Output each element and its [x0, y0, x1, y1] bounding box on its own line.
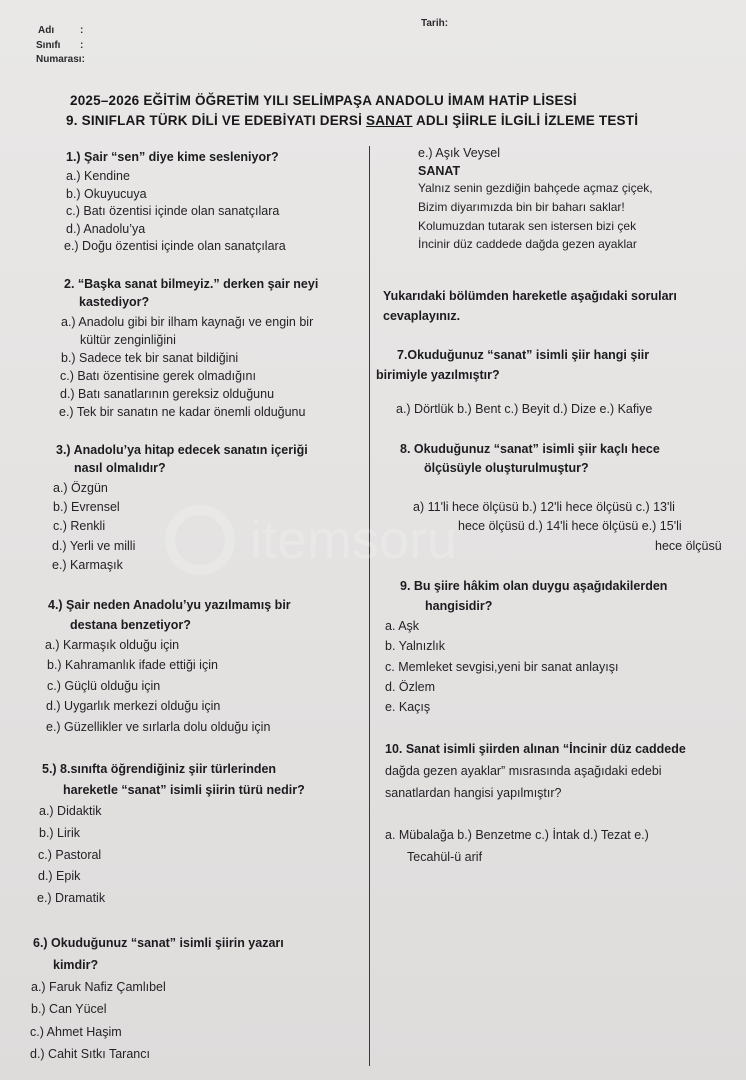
number-label: Numarası:	[36, 54, 85, 65]
q1-option-a: a.) Kendine	[66, 169, 130, 183]
q4-question-line2: destana benzetiyor?	[70, 618, 191, 632]
title-suffix: ADLI ŞİİRLE İLGİLİ İZLEME TESTİ	[412, 113, 639, 128]
q8-options-line1: a) 11'li hece ölçüsü b.) 12'li hece ölçüsü c.) 13'li	[413, 500, 675, 514]
q4-option-d: d.) Uygarlık merkezi olduğu için	[46, 699, 221, 713]
q6-option-d: d.) Cahit Sıtkı Tarancı	[30, 1047, 150, 1061]
poem-line-1: Yalnız senin gezdiğin bahçede açmaz çiçek,	[418, 181, 653, 195]
q6-option-c: c.) Ahmet Haşim	[30, 1025, 122, 1039]
q3-question-line2: nasıl olmalıdır?	[74, 461, 166, 475]
q2-question-line1: 2. “Başka sanat bilmeyiz.” derken şair neyi	[64, 277, 319, 291]
q10-options-line2: Tecahül-ü arif	[407, 850, 483, 864]
q6-option-e: e.) Aşık Veysel	[418, 146, 500, 160]
q5-question-line2: hareketle “sanat” isimli şiirin türü nedir?	[63, 783, 305, 797]
q6-question-line2: kimdir?	[53, 958, 99, 972]
title-underlined: SANAT	[366, 113, 413, 128]
q5-option-d: d.) Epik	[38, 869, 81, 883]
name-colon: :	[80, 25, 84, 36]
q5-option-c: c.) Pastoral	[38, 848, 102, 862]
q6-option-a: a.) Faruk Nafiz Çamlıbel	[31, 980, 166, 994]
q9-option-c: c. Memleket sevgisi,yeni bir sanat anlayışı	[385, 660, 619, 674]
q9-question-line1: 9. Bu şiire hâkim olan duygu aşağıdakilerden	[400, 579, 668, 593]
q5-question-line1: 5.) 8.sınıfta öğrendiğiniz şiir türlerinden	[42, 762, 277, 776]
q5-option-b: b.) Lirik	[39, 826, 80, 840]
q7-options: a.) Dörtlük b.) Bent c.) Beyit d.) Dize e.) Kafiye	[396, 402, 653, 416]
q6-option-b: b.) Can Yücel	[31, 1002, 107, 1016]
q8-options-line2: hece ölçüsü d.) 14'li hece ölçüsü e.) 15'li	[458, 519, 682, 533]
q1-question: 1.) Şair “sen” diye kime sesleniyor?	[66, 150, 279, 164]
q10-options-line1: a. Mübalağa b.) Benzetme c.) İntak d.) Tezat e.)	[385, 828, 649, 842]
q6-question-line1: 6.) Okuduğunuz “sanat” isimli şiirin yazarı	[33, 936, 284, 950]
q7-question-line2: birimiyle yazılmıştır?	[376, 368, 500, 382]
q10-question-line2: dağda gezen ayaklar” mısrasında aşağıdaki edebi	[385, 764, 662, 778]
instruction-line2: cevaplayınız.	[383, 309, 461, 323]
q1-option-b: b.) Okuyucuya	[66, 187, 147, 201]
poem-line-4: İncinir düz caddede dağda gezen ayaklar	[418, 237, 637, 251]
q1-option-e: e.) Doğu özentisi içinde olan sanatçılara	[64, 239, 286, 253]
q8-question-line1: 8. Okuduğunuz “sanat” isimli şiir kaçlı hece	[400, 442, 660, 456]
q10-question-line1: 10. Sanat isimli şiirden alınan “İncinir düz caddede	[385, 742, 686, 756]
q5-option-a: a.) Didaktik	[39, 804, 102, 818]
poem-title: SANAT	[418, 164, 461, 178]
q2-option-a-line2: kültür zenginliğini	[80, 333, 176, 347]
q7-question-line1: 7.Okuduğunuz “sanat” isimli şiir hangi şiir	[397, 348, 650, 362]
q2-option-b: b.) Sadece tek bir sanat bildiğini	[61, 351, 239, 365]
poem-line-3: Kolumuzdan tutarak sen istersen bizi çek	[418, 219, 637, 233]
watermark-text: itemsoru	[250, 510, 458, 570]
q4-option-a: a.) Karmaşık olduğu için	[45, 638, 180, 652]
q9-option-e: e. Kaçış	[385, 700, 431, 714]
column-divider	[369, 146, 370, 1066]
q1-option-c: c.) Batı özentisi içinde olan sanatçılara	[66, 204, 280, 218]
q1-option-d: d.) Anadolu’ya	[66, 222, 146, 236]
exam-title-line2	[66, 113, 638, 128]
q9-option-a: a. Aşk	[385, 619, 420, 633]
q4-question-line1: 4.) Şair neden Anadolu’yu yazılmamış bir	[48, 598, 291, 612]
q3-option-a: a.) Özgün	[53, 481, 108, 495]
q3-option-c: c.) Renkli	[53, 519, 106, 533]
q8-options-line3: hece ölçüsü	[655, 539, 722, 553]
class-colon: :	[80, 40, 84, 51]
q2-option-a-line1: a.) Anadolu gibi bir ilham kaynağı ve engin bir	[61, 315, 314, 329]
q4-option-e: e.) Güzellikler ve sırlarla dolu olduğu için	[46, 720, 271, 734]
q4-option-b: b.) Kahramanlık ifade ettiği için	[47, 658, 218, 672]
q2-question-line2: kastediyor?	[79, 295, 150, 309]
q3-question-line1: 3.) Anadolu’ya hitap edecek sanatın içeriği	[56, 443, 308, 457]
date-label: Tarih:	[421, 18, 449, 29]
title-prefix: 9. SINIFLAR TÜRK DİLİ VE EDEBİYATI DERSİ	[66, 113, 366, 128]
class-label: Sınıfı	[36, 40, 61, 51]
q2-option-c: c.) Batı özentisine gerek olmadığını	[60, 369, 256, 383]
q10-question-line3: sanatlardan hangisi yapılmıştır?	[385, 786, 562, 800]
q4-option-c: c.) Güçlü olduğu için	[47, 679, 161, 693]
name-label: Adı	[38, 25, 55, 36]
poem-line-2: Bizim diyarımızda bin bir baharı saklar!	[418, 200, 625, 214]
q5-option-e: e.) Dramatik	[37, 891, 106, 905]
exam-title-line1: 2025–2026 EĞİTİM ÖĞRETİM YILI SELİMPAŞA ANADOLU İMAM HATİP LİSESİ	[70, 93, 577, 108]
instruction-line1: Yukarıdaki bölümden hareketle aşağıdaki soruları	[383, 289, 677, 303]
q2-option-e: e.) Tek bir sanatın ne kadar önemli olduğunu	[59, 405, 306, 419]
q9-option-b: b. Yalnızlık	[385, 639, 445, 653]
q9-question-line2: hangisidir?	[425, 599, 493, 613]
q9-option-d: d. Özlem	[385, 680, 436, 694]
q2-option-d: d.) Batı sanatlarının gereksiz olduğunu	[60, 387, 275, 401]
q8-question-line2: ölçüsüyle oluşturulmuştur?	[424, 461, 589, 475]
q3-option-b: b.) Evrensel	[53, 500, 120, 514]
q3-option-e: e.) Karmaşık	[52, 558, 123, 572]
q3-option-d: d.) Yerli ve milli	[52, 539, 136, 553]
